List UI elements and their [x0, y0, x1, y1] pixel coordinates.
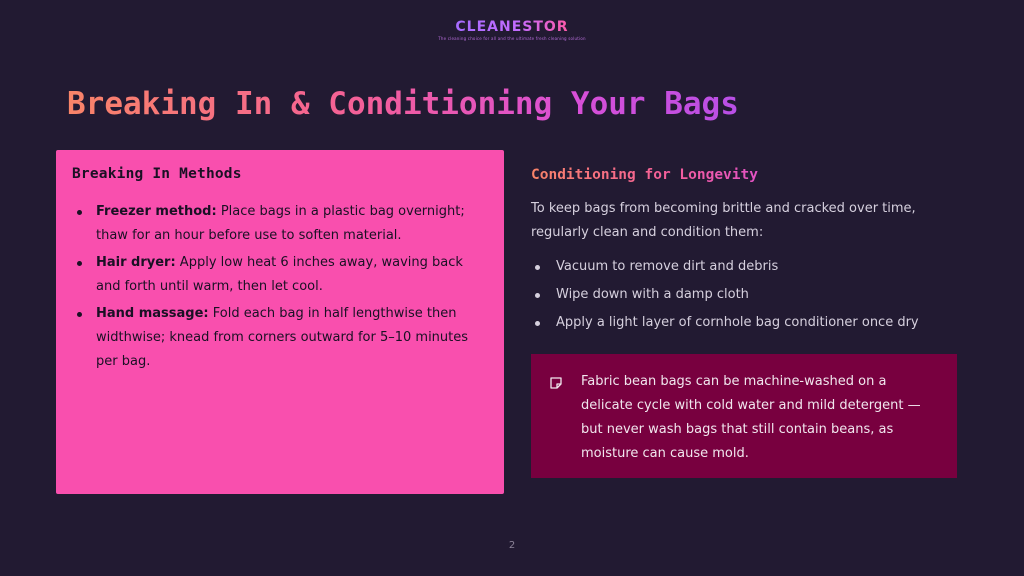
- list-item: [72, 200, 488, 248]
- list-item: [72, 251, 488, 299]
- method-label: Hair dryer:: [96, 255, 176, 270]
- list-item: Vacuum to remove dirt and debris: [531, 255, 961, 279]
- note-text: Fabric bean bags can be machine-washed on a delicate cycle with cold water and mild detergent — but never wash bags that still contain beans, as moisture can cause mold.: [581, 374, 921, 461]
- list-item: Apply a light layer of cornhole bag conditioner once dry: [531, 311, 961, 335]
- conditioning-section: [531, 164, 961, 339]
- brand-name: CLEANESTOR: [455, 19, 569, 35]
- slide-title: Breaking In & Conditioning Your Bags: [67, 86, 739, 122]
- note-callout: [531, 354, 957, 478]
- steps-list: [531, 255, 961, 335]
- breaking-in-card: [56, 150, 504, 494]
- intro-text: To keep bags from becoming brittle and cracked over time, regularly clean and condition them:: [531, 201, 916, 240]
- page-number: 2: [508, 540, 516, 551]
- method-text: Apply low heat 6 inches away, waving back and forth until warm, then let cool.: [96, 255, 463, 294]
- sticky-note-icon: [549, 376, 563, 390]
- list-item: [72, 302, 488, 374]
- card-heading: Breaking In Methods: [72, 166, 242, 182]
- brand-tagline: The cleaning choice for all and the ultimate fresh cleaning solution: [438, 36, 586, 41]
- method-label: Freezer method:: [96, 204, 217, 219]
- methods-list: [72, 200, 488, 374]
- list-item: Wipe down with a damp cloth: [531, 283, 961, 307]
- section-heading: Conditioning for Longevity: [531, 167, 758, 183]
- method-text: Fold each bag in half lengthwise then widthwise; knead from corners outward for 5–10 minutes per bag.: [96, 306, 469, 369]
- method-label: Hand massage:: [96, 306, 209, 321]
- brand-logo: [0, 16, 1024, 41]
- method-text: Place bags in a plastic bag overnight; thaw for an hour before use to soften material.: [96, 204, 465, 243]
